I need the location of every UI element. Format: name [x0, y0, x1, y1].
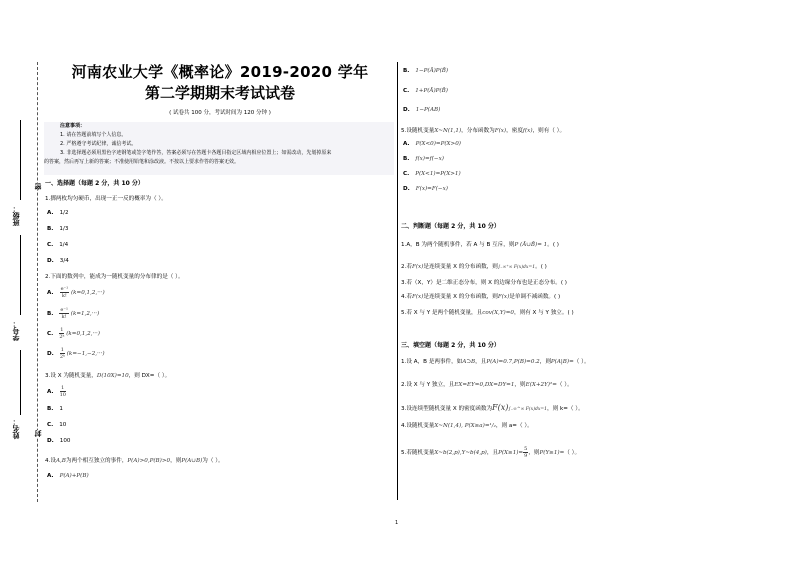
- notice-item: 2. 严格遵守考试纪律，诚信考试。: [60, 141, 137, 147]
- name-label: 姓名：: [12, 418, 20, 439]
- question-1-1: 1.掷两枚均匀硬币，出现一正一反的概率为（ ）。: [45, 196, 167, 202]
- fill-question-5: 5.若随机变量X~b(2,p),Y~b(4,p)，且P(X≥1)= $\frac{5}{9}$ ，则P(Y≥1)=（ ）。: [401, 446, 581, 459]
- notice-title: 注意事项：: [60, 123, 86, 129]
- option-c[interactable]: C. P(X<1)=P(X>1): [403, 171, 461, 177]
- option-d[interactable]: D. 1−P(AB): [403, 107, 441, 113]
- option-b[interactable]: B. 1: [47, 406, 63, 412]
- option-c[interactable]: C. 1+P(Ā)P(B̄): [403, 88, 448, 94]
- class-label: 班级：: [12, 205, 20, 226]
- fill-question-3: 3.设连续型随机变量 X 的密度函数为F(x)∫₋∞^∞ F(x)dx=1，则 k=（ ）。: [401, 403, 584, 412]
- option-a[interactable]: A. P(A)+P(B): [47, 473, 89, 479]
- section1-heading: 一、选择题（每题 2 分，共 10 分）: [45, 180, 144, 187]
- notice-item: 3. 非选择题必须用黑色字迹钢笔或签字笔作答，答案必须写在答题卡各题目指定区域内相应位置上；如需改动，先划掉原来: [60, 150, 332, 156]
- option-b[interactable]: B. 1/3: [47, 226, 69, 232]
- option-c[interactable]: C. $\frac{1}{\text{2ᵏ}}$ (k=0,1,2,···): [47, 327, 100, 340]
- notice-item: 的答案，然后再写上新的答案；不准使用铅笔和涂改液。不按以上要求作答的答案无效。: [44, 159, 240, 165]
- judge-question-4: 4.若F(x)是连续变量 X 的分布函数，则F(x)是单调不减函数。( ): [401, 294, 561, 300]
- exam-subtitle-title: 第二学期期末考试试卷: [144, 84, 295, 102]
- column-divider: [397, 62, 398, 500]
- student-id-field-line[interactable]: [20, 235, 21, 315]
- judge-question-1: 1.A，B 为两个随机事件，若 A 与 B 互斥，则P (Ā∪B̄)= 1。( ): [401, 242, 559, 248]
- judge-question-2: 2.若F(x)是连续变量 X 的分布函数，则∫₋∞⁺∞ F(x)dx=1。( ): [401, 264, 547, 270]
- fill-question-2: 2.设 X 与 Y 独立，且EX=EY=0,DX=DY=1，则E(X+2Y)²=（ ）。: [401, 382, 573, 388]
- question-1-4: 4.设A,B为两个相互独立的事件，P(A)>0,P(B)>0，则P(A∪B)为（ ）。: [45, 458, 224, 464]
- question-1-3: 3.设 X 为随机变量，D(10X)=10，则 DX=（ ）。: [45, 373, 171, 379]
- option-c[interactable]: C. 1/4: [47, 242, 69, 248]
- option-d[interactable]: D. 100: [47, 438, 71, 444]
- option-a[interactable]: A. $\frac{1}{10}$: [47, 385, 66, 398]
- option-a[interactable]: A. 1/2: [47, 210, 69, 216]
- fill-question-4: 4.设随机变量X~N(1,4), P(X≥a)=¹/₂，则 a=（ ）。: [401, 423, 533, 429]
- seal-mark-bottom: 封: [34, 430, 42, 437]
- exam-info: ( 试卷共 100 分，考试时间为 120 分钟 ): [169, 110, 271, 116]
- section2-heading: 二、判断题（每题 2 分，共 10 分）: [401, 223, 500, 230]
- option-b[interactable]: B. $\frac{\text{e⁻¹}}{k!}$ (k=1,2,···): [47, 307, 100, 320]
- name-field-line[interactable]: [20, 350, 21, 415]
- fill-question-1: 1.设 A，B 是两事件，如A⊃B，且P(A)=0.7,P(B)=0.2，则P(A|B)=（ ）。: [401, 359, 590, 365]
- option-a[interactable]: A. P(X<0)=P(X>0): [403, 141, 461, 147]
- class-field-line[interactable]: [20, 120, 21, 200]
- option-b[interactable]: B. f(x)=f(−x): [403, 156, 444, 162]
- notice-box: [44, 122, 394, 175]
- option-a[interactable]: A. $\frac{\text{e⁻¹}}{k!}$ (k=0,1,2,···): [47, 286, 105, 299]
- student-id-label: 学号：: [12, 320, 20, 341]
- option-d[interactable]: D. $\frac{1}{\text{2ᵏ}}$ (k=−1,−2,···): [47, 347, 105, 360]
- option-b[interactable]: B. 1−P(Ā)P(B̄): [403, 68, 449, 74]
- option-c[interactable]: C. 10: [47, 422, 67, 428]
- section3-heading: 三、填空题（每题 2 分，共 10 分）: [401, 342, 500, 349]
- seal-mark-top: 密: [34, 183, 42, 190]
- judge-question-3: 3.若（X，Y）是二维正态分布，则 X 的边缘分布也是正态分布。( ): [401, 280, 567, 286]
- option-d[interactable]: D. 3/4: [47, 258, 69, 264]
- option-d[interactable]: D. F(x)=F(−x): [403, 186, 448, 192]
- page-number: 1: [395, 520, 399, 526]
- judge-question-5: 5.若 X 与 Y 是两个随机变量，且cov(X,Y)=0，则有 X 与 Y 独立。( ): [401, 310, 574, 316]
- exam-title: 河南农业大学《概率论》2019-2020 学年: [71, 63, 369, 81]
- notice-item: 1. 请在答题前填写个人信息。: [60, 132, 127, 138]
- question-1-5: 5.设随机变量X~N(1,1)，分布函数为F(x)，密度f(x)，则有（ ）。: [401, 128, 566, 134]
- question-1-2: 2.下面的数列中，能成为一随机变量的分布律的是（ ）。: [45, 274, 184, 280]
